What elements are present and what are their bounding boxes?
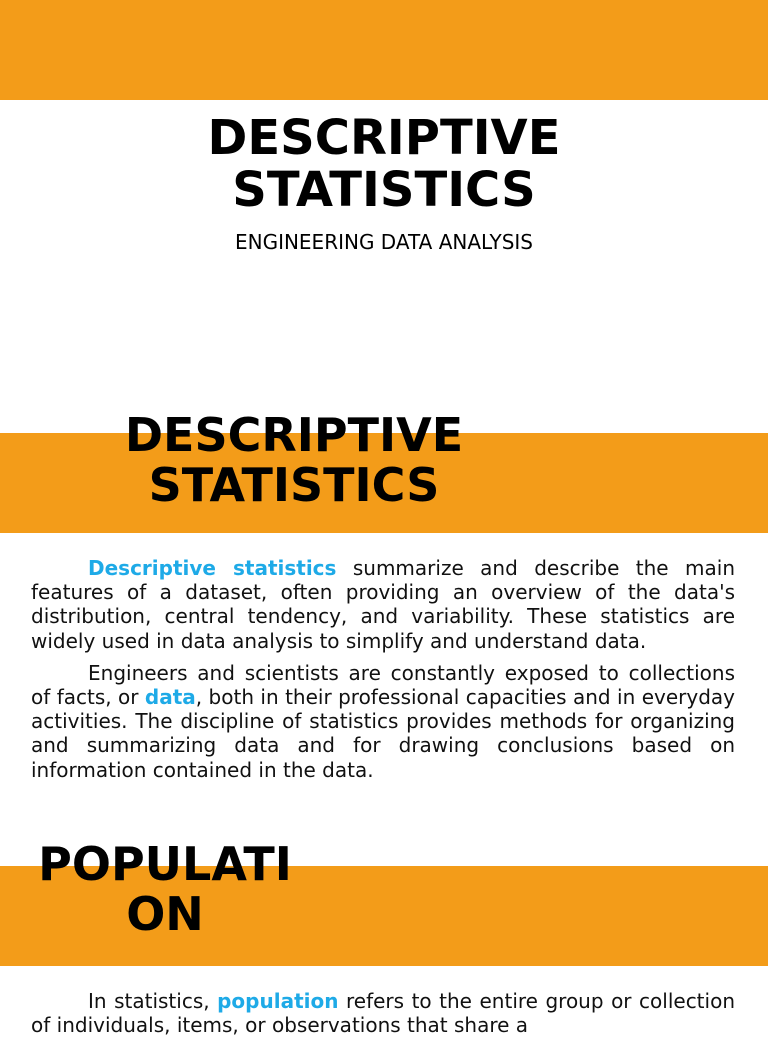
descriptive-paragraph-2-before: Engineers and scientists are constantly exposed to collections of facts, or bbox=[31, 660, 735, 710]
population-term: population bbox=[217, 989, 339, 1013]
title-block bbox=[0, 112, 768, 254]
data-term: data bbox=[144, 685, 196, 710]
document-title bbox=[0, 112, 768, 216]
descriptive-paragraph-1-text: summarize and describe the main features of a dataset, often providing an overview of the data's distribution, central tendency, and variability. These statistics are widely used in data analysis to simplify and understand data. bbox=[31, 556, 735, 653]
population-body bbox=[31, 989, 735, 1037]
descriptive-paragraph-2-after: , both in their professional capacities and in everyday activities. The discipline of statistics provides methods for organizing and summarizing data and for drawing conclusions based on information contained in the data. bbox=[31, 685, 735, 782]
population-paragraph-1 bbox=[31, 989, 735, 1037]
title-line-1: DESCRIPTIVE bbox=[207, 110, 561, 166]
descriptive-section-heading bbox=[44, 410, 544, 510]
descriptive-paragraph-2 bbox=[31, 661, 735, 782]
population-paragraph-1-before: In statistics, bbox=[88, 989, 218, 1013]
descriptive-paragraph-1 bbox=[31, 556, 735, 653]
descriptive-heading-line-1: DESCRIPTIVE bbox=[124, 408, 464, 462]
descriptive-heading-line-2: STATISTICS bbox=[148, 458, 440, 512]
document-subtitle: ENGINEERING DATA ANALYSIS bbox=[234, 230, 534, 254]
descriptive-statistics-term: Descriptive statistics bbox=[88, 556, 337, 580]
population-section-heading: POPULATION bbox=[38, 837, 292, 941]
population-heading-band bbox=[0, 837, 768, 966]
top-orange-band bbox=[0, 0, 768, 100]
population-paragraph-1-after: refers to the entire group or collection of individuals, items, or observations that share a bbox=[31, 989, 735, 1037]
descriptive-heading-band bbox=[0, 408, 768, 533]
title-line-2: STATISTICS bbox=[232, 162, 536, 218]
descriptive-body bbox=[31, 556, 735, 782]
